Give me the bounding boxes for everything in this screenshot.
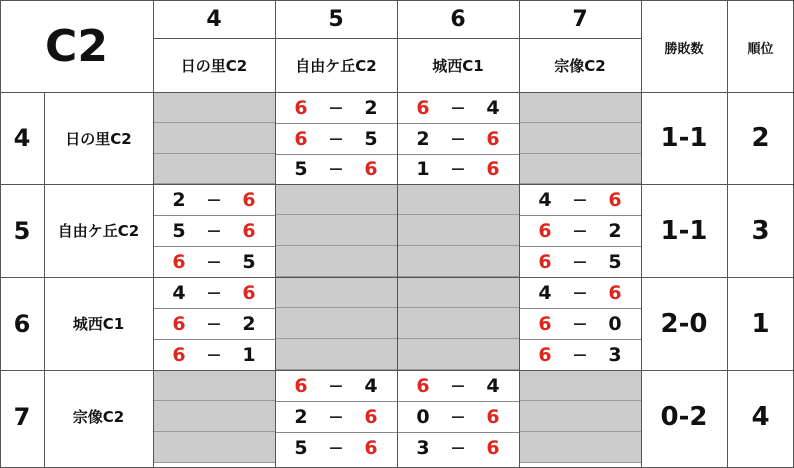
- col-team-name-3: 城西C1: [432, 56, 484, 75]
- set-score: [519, 184, 641, 215]
- score-separator: −: [206, 219, 222, 242]
- score-away: 0: [608, 312, 622, 335]
- score-home: 4: [172, 281, 186, 304]
- unplayed-cell: [519, 370, 641, 401]
- set-score: [275, 370, 397, 401]
- score-home: 6: [538, 250, 552, 273]
- row-team-name: 自由ケ丘C2: [57, 222, 140, 240]
- set-score: [397, 401, 519, 432]
- grid-line: [519, 0, 520, 468]
- unplayed-cell: [397, 308, 519, 339]
- unplayed-cell: [397, 339, 519, 370]
- score-away: 4: [486, 96, 500, 119]
- set-score: [153, 308, 275, 339]
- score-home: 3: [416, 436, 430, 459]
- score-separator: −: [206, 312, 222, 335]
- score-home: 5: [294, 158, 308, 180]
- score-away: 2: [364, 96, 378, 119]
- set-score: [153, 277, 275, 308]
- set-score: [275, 154, 397, 184]
- col-number-3: 6: [450, 6, 466, 32]
- unplayed-cell: [275, 339, 397, 370]
- row-number: 4: [13, 124, 31, 152]
- grid-line: [397, 0, 398, 468]
- set-score: [153, 246, 275, 277]
- score-separator: −: [572, 343, 588, 366]
- score-home: 5: [294, 436, 308, 459]
- score-separator: −: [328, 158, 344, 180]
- grid-line: [727, 0, 728, 468]
- score-home: 6: [416, 96, 430, 119]
- unplayed-cell: [519, 154, 641, 184]
- score-home: 2: [172, 188, 186, 211]
- score-separator: −: [572, 312, 588, 335]
- score-away: 6: [364, 158, 378, 180]
- rank-value: 3: [751, 215, 770, 246]
- set-score: [153, 339, 275, 370]
- score-separator: −: [328, 96, 344, 119]
- score-home: 6: [172, 250, 186, 273]
- col-team-name-4: 宗像C2: [554, 56, 606, 75]
- score-separator: −: [328, 405, 344, 428]
- set-score: [397, 432, 519, 463]
- score-home: 4: [538, 188, 552, 211]
- unplayed-cell: [275, 184, 397, 215]
- score-separator: −: [572, 281, 588, 304]
- unplayed-cell: [397, 184, 519, 215]
- unplayed-cell: [153, 401, 275, 432]
- unplayed-cell: [397, 246, 519, 277]
- col-team-name-1: 日の里C2: [180, 56, 248, 75]
- score-home: 2: [416, 127, 430, 150]
- league-title: C2: [45, 20, 108, 72]
- score-away: 2: [242, 312, 256, 335]
- set-score: [397, 92, 519, 123]
- score-separator: −: [450, 127, 466, 150]
- score-away: 6: [242, 281, 256, 304]
- set-score: [519, 308, 641, 339]
- unplayed-cell: [153, 154, 275, 184]
- score-away: 6: [486, 158, 500, 180]
- set-score: [275, 432, 397, 463]
- score-home: 6: [294, 374, 308, 397]
- score-home: 6: [294, 96, 308, 119]
- grid-line: [44, 92, 45, 468]
- score-separator: −: [328, 374, 344, 397]
- set-score: [153, 215, 275, 246]
- score-away: 6: [364, 405, 378, 428]
- record-value: 0-2: [660, 401, 708, 432]
- score-away: 4: [364, 374, 378, 397]
- score-home: 2: [294, 405, 308, 428]
- col-number-1: 4: [206, 6, 222, 32]
- score-away: 3: [608, 343, 622, 366]
- unplayed-cell: [153, 370, 275, 401]
- row-number: 5: [13, 216, 31, 245]
- score-home: 6: [416, 374, 430, 397]
- set-score: [519, 277, 641, 308]
- record-value: 2-0: [660, 308, 708, 339]
- grid-line: [275, 0, 276, 468]
- set-score: [275, 92, 397, 123]
- rank-value: 4: [751, 401, 770, 432]
- record-header: 勝敗数: [664, 42, 704, 57]
- unplayed-cell: [275, 246, 397, 277]
- score-home: 1: [416, 158, 430, 180]
- unplayed-cell: [153, 432, 275, 463]
- row-number: 7: [13, 402, 31, 431]
- score-away: 6: [608, 281, 622, 304]
- score-home: 0: [416, 405, 430, 428]
- score-separator: −: [206, 281, 222, 304]
- col-number-2: 5: [328, 6, 344, 32]
- score-separator: −: [450, 158, 466, 180]
- set-score: [275, 123, 397, 154]
- score-away: 4: [486, 374, 500, 397]
- rank-header: 順位: [747, 42, 774, 57]
- set-score: [519, 246, 641, 277]
- row-team-name: 日の里C2: [65, 129, 132, 148]
- score-away: 6: [242, 219, 256, 242]
- rank-value: 2: [751, 123, 770, 153]
- set-score: [397, 370, 519, 401]
- score-home: 6: [538, 343, 552, 366]
- score-home: 6: [172, 312, 186, 335]
- score-separator: −: [328, 127, 344, 150]
- set-score: [153, 184, 275, 215]
- score-away: 5: [242, 250, 256, 273]
- score-separator: −: [206, 188, 222, 211]
- rank-value: 1: [751, 308, 770, 339]
- set-score: [275, 401, 397, 432]
- unplayed-cell: [275, 277, 397, 308]
- grid-line: [641, 0, 642, 468]
- score-home: 6: [172, 343, 186, 366]
- score-away: 6: [486, 127, 500, 150]
- score-home: 5: [172, 219, 186, 242]
- row-team-name: 城西C1: [72, 315, 125, 333]
- row-number: 6: [13, 309, 31, 338]
- unplayed-cell: [275, 215, 397, 246]
- set-score: [519, 339, 641, 370]
- record-value: 1-1: [660, 215, 708, 246]
- unplayed-cell: [275, 308, 397, 339]
- unplayed-cell: [153, 123, 275, 154]
- score-away: 5: [364, 127, 378, 150]
- grid-line: [0, 0, 1, 468]
- score-away: 5: [608, 250, 622, 273]
- score-separator: −: [450, 96, 466, 119]
- score-away: 6: [486, 405, 500, 428]
- record-value: 1-1: [660, 123, 708, 153]
- score-separator: −: [450, 405, 466, 428]
- unplayed-cell: [519, 432, 641, 463]
- score-away: 6: [486, 436, 500, 459]
- score-separator: −: [328, 436, 344, 459]
- score-home: 6: [294, 127, 308, 150]
- score-separator: −: [206, 250, 222, 273]
- col-team-name-2: 自由ケ丘C2: [295, 56, 377, 75]
- score-separator: −: [572, 188, 588, 211]
- score-away: 6: [608, 188, 622, 211]
- score-home: 6: [538, 219, 552, 242]
- unplayed-cell: [153, 92, 275, 123]
- unplayed-cell: [397, 215, 519, 246]
- set-score: [397, 154, 519, 184]
- score-separator: −: [572, 250, 588, 273]
- unplayed-cell: [397, 277, 519, 308]
- score-separator: −: [572, 219, 588, 242]
- score-home: 4: [538, 281, 552, 304]
- score-separator: −: [450, 436, 466, 459]
- unplayed-cell: [519, 123, 641, 154]
- col-number-4: 7: [572, 6, 588, 32]
- unplayed-cell: [519, 401, 641, 432]
- score-away: 6: [364, 436, 378, 459]
- row-team-name: 宗像C2: [72, 408, 125, 426]
- score-away: 2: [608, 219, 622, 242]
- set-score: [519, 215, 641, 246]
- set-score: [397, 123, 519, 154]
- score-away: 1: [242, 343, 256, 366]
- score-separator: −: [450, 374, 466, 397]
- score-away: 6: [242, 188, 256, 211]
- score-separator: −: [206, 343, 222, 366]
- grid-line: [153, 0, 154, 468]
- unplayed-cell: [519, 92, 641, 123]
- score-home: 6: [538, 312, 552, 335]
